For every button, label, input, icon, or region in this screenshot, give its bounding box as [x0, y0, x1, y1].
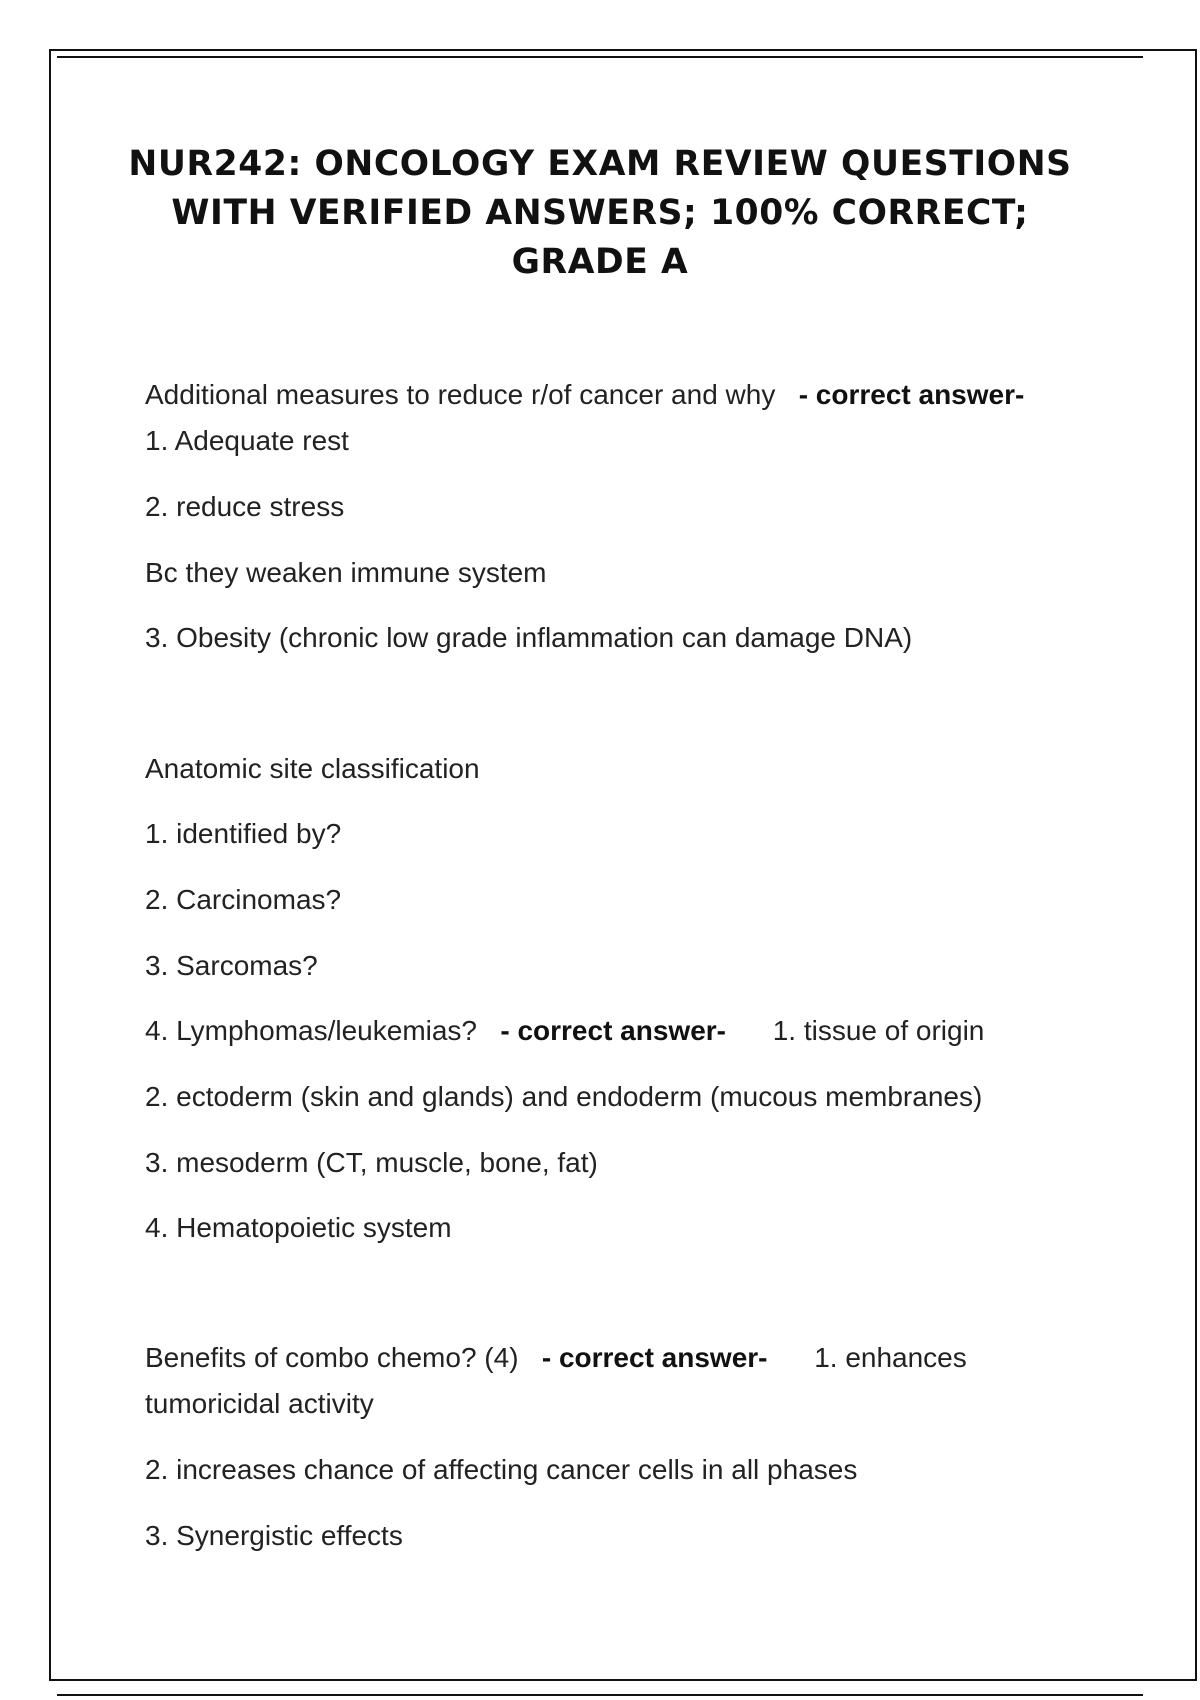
- question-3-prompt-line: [145, 1335, 1115, 1381]
- question-3-answer-line-3: 3. Synergistic effects: [145, 1520, 403, 1551]
- question-1-answer-line-1: 1. Adequate rest: [145, 425, 349, 456]
- question-3-answer-marker: - correct answer-: [541, 1342, 768, 1373]
- header-rule: [57, 56, 1143, 58]
- question-3-answer-first: 1. enhances: [814, 1342, 967, 1373]
- question-2-prompt-line-4: 3. Sarcomas?: [145, 950, 318, 981]
- page-border: [49, 49, 1197, 1681]
- question-1-answer-line-4: 3. Obesity (chronic low grade inflammation can damage DNA): [145, 622, 913, 653]
- question-1-answer-marker: - correct answer-: [798, 379, 1025, 410]
- question-2-answer-first: 1. tissue of origin: [772, 1015, 985, 1046]
- question-2-prompt-answer-line: [145, 1008, 1115, 1054]
- question-2-answer-line-3: 3. mesoderm (CT, muscle, bone, fat): [145, 1147, 598, 1178]
- question-3-answer-line-2: 2. increases chance of affecting cancer cells in all phases: [145, 1454, 858, 1485]
- question-1-prompt: Additional measures to reduce r/of cancer and why: [145, 379, 776, 410]
- question-2-prompt-last: 4. Lymphomas/leukemias?: [145, 1015, 478, 1046]
- question-3-answer-continuation: tumoricidal activity: [145, 1388, 374, 1419]
- document-title: NUR242: ONCOLOGY EXAM REVIEW QUESTIONS WITH VERIFIED ANSWERS; 100% CORRECT; GRADE A: [128, 144, 1072, 282]
- question-1-prompt-line: [145, 372, 1115, 418]
- question-2-answer-line-4: 4. Hematopoietic system: [145, 1212, 452, 1243]
- footer-rule: [57, 1694, 1143, 1696]
- question-3-prompt: Benefits of combo chemo? (4): [145, 1342, 519, 1373]
- question-1-answer-line-2: 2. reduce stress: [145, 491, 345, 522]
- question-2-answer-marker: - correct answer-: [500, 1015, 726, 1046]
- question-2-prompt-line-3: 2. Carcinomas?: [145, 884, 342, 915]
- question-2-prompt-line-2: 1. identified by?: [145, 818, 342, 849]
- question-2-prompt-line-1: Anatomic site classification: [145, 753, 480, 784]
- question-2-answer-line-2: 2. ectoderm (skin and glands) and endoderm (mucous membranes): [145, 1081, 983, 1112]
- question-1-answer-line-3: Bc they weaken immune system: [145, 557, 547, 588]
